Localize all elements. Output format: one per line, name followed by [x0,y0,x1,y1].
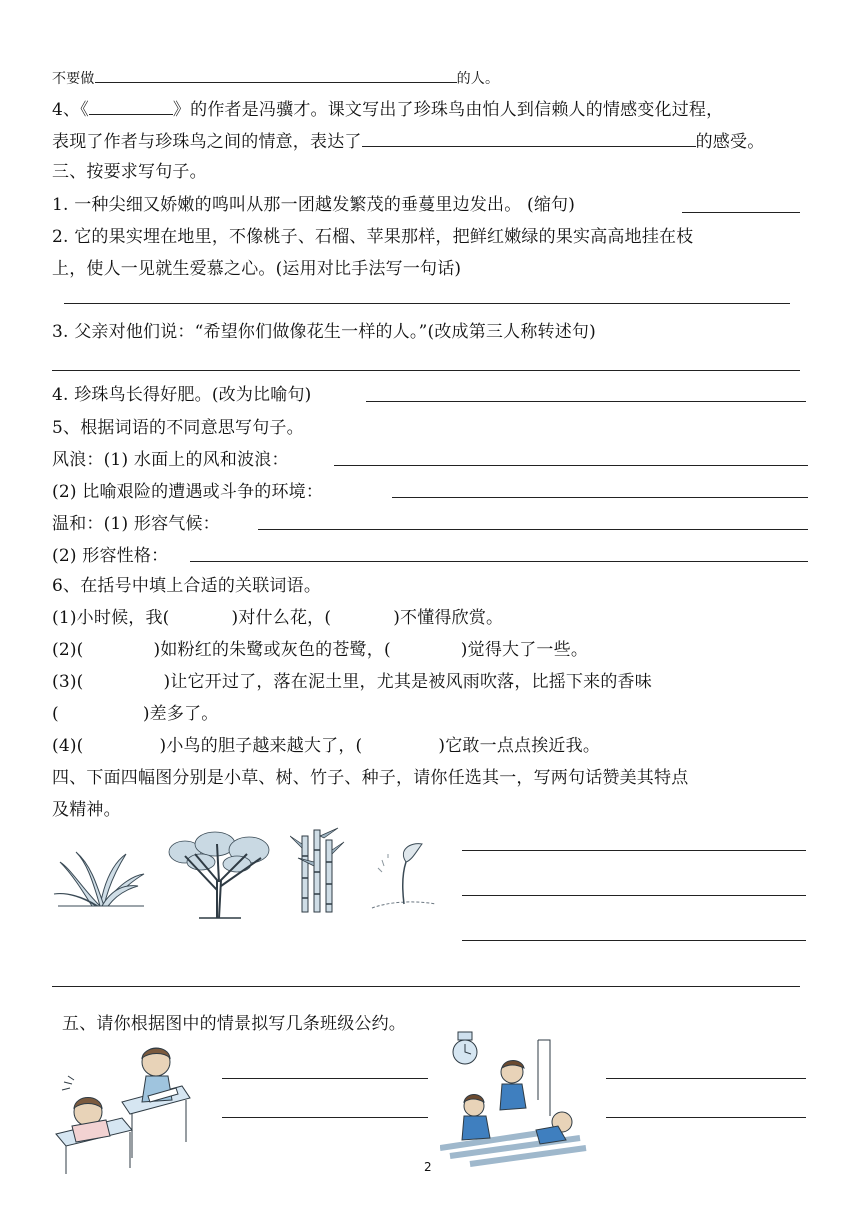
blank-input[interactable] [89,96,173,115]
answer-line[interactable] [462,850,806,851]
classroom-desk-illustration [52,1042,192,1176]
text: )觉得大了一些。 [460,640,589,660]
text: (1)小时候，我( [52,608,170,628]
q2b: 上，使人一见就生爱慕之心。(运用对比手法写一句话) [52,259,462,279]
text: )小鸟的胆子越来越大了，( [159,736,363,756]
q3: 3. 父亲对他们说：“希望你们做像花生一样的人。”(改成第三人称转述句) [52,322,596,342]
page-number: 2 [424,1160,432,1174]
text: (3)( [52,672,84,692]
q6-4 [52,734,600,758]
text: (2)( [52,640,84,660]
q5b: (2) 比喻艰险的遭遇或斗争的环境： [52,482,324,502]
text: 的感受。 [695,132,765,152]
answer-line[interactable] [222,1117,428,1118]
answer-line[interactable] [366,401,806,402]
text: (4)( [52,736,84,756]
answer-line[interactable] [190,561,808,562]
answer-line[interactable] [392,497,808,498]
line-q4-feel [52,128,764,154]
q6: 6、在括号中填上合适的关联词语。 [52,576,322,596]
answer-line[interactable] [52,370,800,371]
answer-line[interactable] [52,986,800,987]
q6-3 [52,670,652,694]
blank-input[interactable] [362,128,696,147]
answer-line[interactable] [606,1078,806,1079]
blank-input[interactable] [95,64,457,83]
hallway-running-illustration [440,1030,590,1170]
text: 的人。 [456,71,500,87]
text: )不懂得欣赏。 [393,608,504,628]
section-4-title-cont: 及精神。 [52,800,121,820]
q1 [52,193,575,217]
answer-line[interactable] [606,1117,806,1118]
tree-icon [165,830,275,920]
q5d: (2) 形容性格： [52,546,169,566]
text: )它敢一点点挨近我。 [438,736,601,756]
q6-2 [52,638,588,662]
text: 4、《 [52,100,89,120]
answer-line[interactable] [258,529,808,530]
answer-line[interactable] [462,895,806,896]
text: )对什么花，( [231,608,332,628]
text: 表现了作者与珍珠鸟之间的情意，表达了 [52,132,362,152]
text: )差多了。 [142,704,219,724]
seedling-icon [368,838,440,912]
answer-line[interactable] [334,465,808,466]
q5: 5、根据词语的不同意思写句子。 [52,418,304,438]
grass-icon [52,848,148,910]
section-3-title: 三、按要求写句子。 [52,162,207,182]
line-0 [52,64,499,91]
text: 》的作者是冯骥才。课文写出了珍珠鸟由怕人到信赖人的情感变化过程， [172,100,724,120]
answer-line[interactable] [222,1078,428,1079]
text: 不要做 [52,71,95,87]
q4 [52,383,312,407]
q5a: 风浪：(1) 水面上的风和波浪： [52,450,289,470]
q6-1 [52,606,503,630]
answer-line[interactable] [682,212,800,213]
text: )让它开过了，落在泥土里，尤其是被风雨吹落，比摇下来的香味 [163,672,652,692]
q6-3-cont [52,702,218,726]
answer-line[interactable] [462,940,806,941]
text: 4. 珍珠鸟长得好肥。(改为比喻句) [52,385,312,405]
q2a: 2. 它的果实埋在地里，不像桃子、石榴、苹果那样，把鲜红嫩绿的果实高高地挂在枝 [52,227,694,247]
answer-line[interactable] [64,303,790,304]
bamboo-icon [290,826,346,914]
section-5-title: 五、请你根据图中的情景拟写几条班级公约。 [62,1014,406,1034]
text: )如粉红的朱鹭或灰色的苍鹭，( [153,640,391,660]
text: ( [52,704,59,724]
section-4-title: 四、下面四幅图分别是小草、树、竹子、种子，请你任选其一，写两句话赞美其特点 [52,768,689,788]
text: 1. 一种尖细又娇嫩的鸣叫从那一团越发繁茂的垂蔓里边发出。 (缩句) [52,195,576,215]
q5c: 温和：(1) 形容气候： [52,514,220,534]
line-q4-title [52,96,723,122]
